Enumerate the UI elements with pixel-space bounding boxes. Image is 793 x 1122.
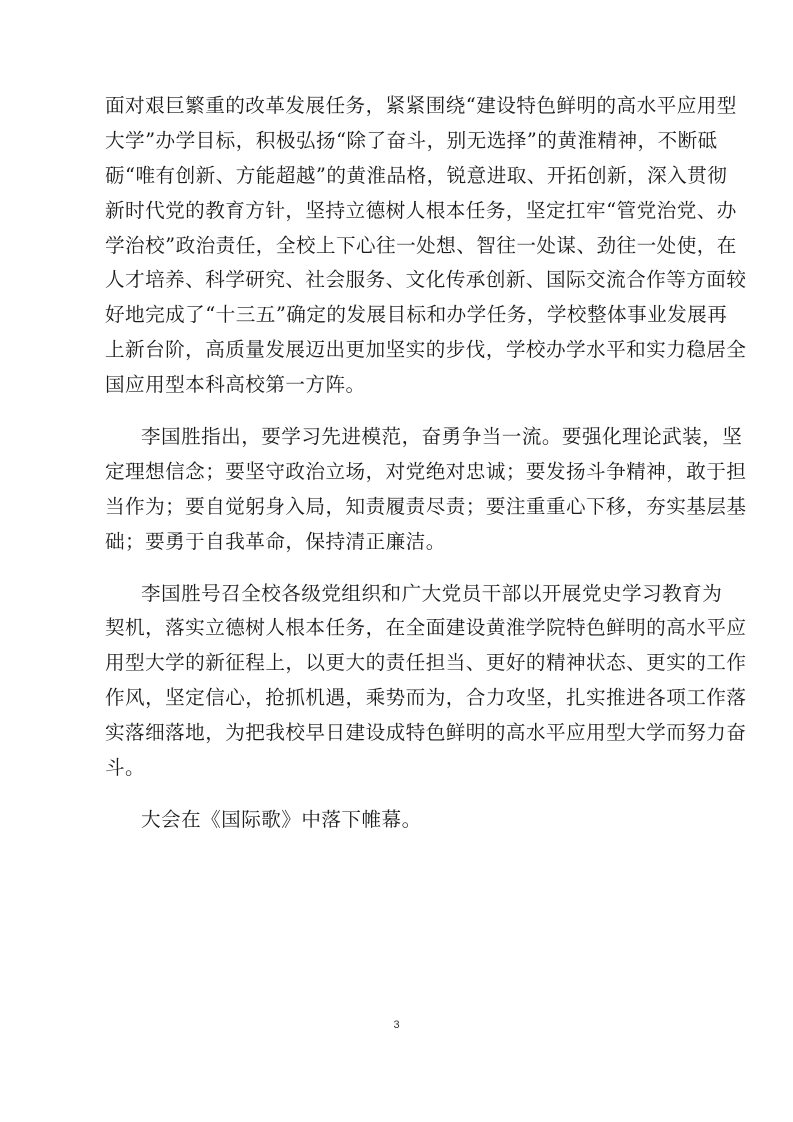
text-line: 面对艰巨繁重的改革发展任务，紧紧围绕“建设特色鲜明的高水平应用型	[105, 94, 737, 117]
text-line: 好地完成了“十三五”确定的发展目标和办学任务，学校整体事业发展再	[105, 303, 728, 327]
text-line: 李国胜号召全校各级党组织和广大党员干部以开展党史学习教育为	[141, 581, 723, 605]
document-body	[105, 89, 747, 838]
text-line: 当作为；要自觉躬身入局，知责履责尽责；要注重重心下移，夯实基层基	[105, 494, 747, 518]
text-line: 大会在《国际歌》中落下帷幕。	[141, 807, 422, 831]
text-line: 砺“唯有创新、方能超越”的黄淮品格，锐意进取、开拓创新，深入贯彻	[105, 163, 728, 187]
text-line: 用型大学的新征程上，以更大的责任担当、更好的精神状态、更实的工作	[105, 651, 747, 675]
text-line: 国应用型本科高校第一方阵。	[105, 373, 366, 397]
text-line: 作风，坚定信心，抢抓机遇，乘势而为，合力攻坚，扎实推进各项工作落	[105, 686, 747, 710]
text-line: 定理想信念；要坚守政治立场，对党绝对忠诚；要发扬斗争精神，敢于担	[105, 459, 747, 483]
paragraph-gap	[105, 786, 695, 803]
paragraph-gap	[105, 403, 695, 420]
paragraph-call-to-action	[105, 577, 747, 786]
text-line: 斗。	[105, 756, 146, 780]
text-line: 契机，落实立德树人根本任务，在全面建设黄淮学院特色鲜明的高水平应	[105, 616, 747, 640]
text-line: 学治校”政治责任，全校上下心往一处想、智往一处谋、劲往一处使，在	[105, 233, 737, 257]
paragraph-reform-achievements	[105, 89, 747, 403]
text-line: 上新台阶，高质量发展迈出更加坚实的步伐，学校办学水平和实力稳居全	[105, 338, 747, 362]
text-line: 础；要勇于自我革命，保持清正廉洁。	[105, 529, 446, 553]
text-line: 新时代党的教育方针，坚持立德树人根本任务，坚定扛牢“管党治党、办	[105, 198, 737, 222]
text-line: 实落细落地，为把我校早日建设成特色鲜明的高水平应用型大学而努力奋	[105, 721, 747, 745]
text-line: 人才培养、科学研究、社会服务、文化传承创新、国际交流合作等方面较	[105, 268, 747, 292]
text-line: 李国胜指出，要学习先进模范，奋勇争当一流。要强化理论武装，坚	[141, 425, 743, 449]
page-number: 3	[393, 1019, 400, 1031]
text-line: 大学”办学目标，积极弘扬“除了奋斗，别无选择”的黄淮精神，不断砥	[105, 128, 718, 152]
paragraph-closing	[105, 803, 695, 838]
paragraph-requirements	[105, 420, 747, 560]
paragraph-gap	[105, 560, 695, 577]
